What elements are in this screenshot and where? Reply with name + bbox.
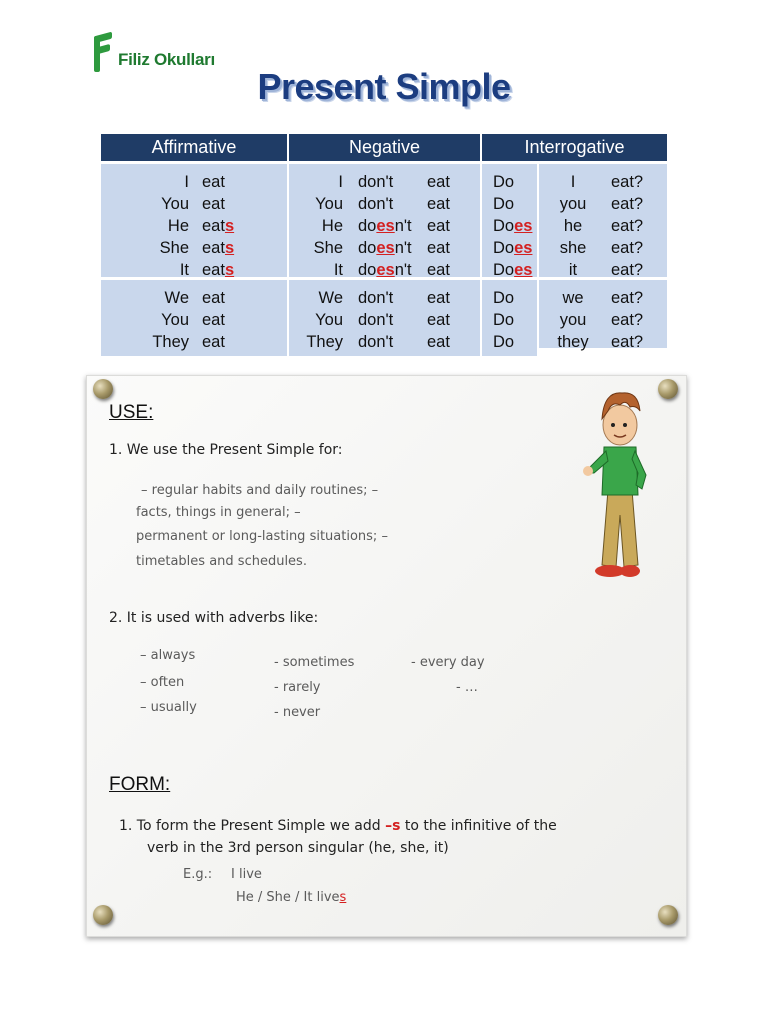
pronoun: He	[321, 217, 343, 235]
pronoun: you	[559, 311, 587, 329]
header-interrogative: Interrogative	[482, 134, 667, 161]
auxiliary: don't	[358, 333, 394, 351]
auxiliary: doesn't	[358, 261, 412, 279]
cell-affirmative-plural	[101, 280, 287, 356]
verb: eat	[427, 311, 450, 329]
verb: eat?	[611, 173, 644, 191]
use-bullet-1: – regular habits and daily routines; –	[141, 483, 379, 498]
pronoun: You	[161, 195, 189, 213]
use-bullet-2: facts, things in general; –	[136, 505, 301, 520]
verb: eat?	[611, 289, 644, 307]
verb: eats	[202, 239, 235, 257]
pronoun: They	[152, 333, 189, 351]
verb: eat	[202, 195, 225, 213]
verb: eat	[427, 239, 450, 257]
pronoun: She	[313, 239, 343, 257]
auxiliary: don't	[358, 195, 394, 213]
auxiliary: doesn't	[358, 239, 412, 257]
use-bullet-3: permanent or long-lasting situations; –	[136, 529, 388, 544]
auxiliary: Does	[493, 217, 533, 235]
adverb-always: – always	[140, 648, 196, 663]
header-affirmative: Affirmative	[101, 134, 287, 161]
suffix-highlight: –s	[385, 818, 401, 834]
verb: eat?	[611, 333, 644, 351]
conjugation-table	[101, 134, 667, 356]
pin-icon	[93, 379, 113, 399]
pronoun: He	[167, 217, 189, 235]
pronoun: it	[568, 261, 578, 279]
auxiliary: Do	[493, 311, 515, 329]
auxiliary: Does	[493, 239, 533, 257]
verb: eat?	[611, 311, 644, 329]
form-heading: FORM:	[109, 774, 171, 795]
pronoun: I	[184, 173, 189, 191]
adverb-sometimes: - sometimes	[274, 655, 355, 670]
verb: eat	[427, 333, 450, 351]
pronoun: They	[306, 333, 343, 351]
adverb-never: - never	[274, 705, 321, 720]
auxiliary: don't	[358, 173, 394, 191]
verb: eat	[202, 311, 225, 329]
pronoun: You	[161, 311, 189, 329]
form-line-1: 1. To form the Present Simple we add –s to the infinitive of the	[119, 818, 557, 834]
verb: eat	[427, 195, 450, 213]
verb: eats	[202, 261, 235, 279]
auxiliary: don't	[358, 289, 394, 307]
auxiliary: Do	[493, 289, 515, 307]
pronoun: She	[159, 239, 189, 257]
use-heading: USE:	[109, 402, 154, 423]
adverb-every-day: - every day	[411, 655, 485, 670]
verb: eat	[202, 289, 225, 307]
verb: eats	[202, 217, 235, 235]
pronoun: we	[562, 289, 584, 307]
verb: eat?	[611, 195, 644, 213]
pronoun: We	[164, 289, 189, 307]
adverb-rarely: - rarely	[274, 680, 321, 695]
pronoun: you	[559, 195, 587, 213]
verb: eat?	[611, 261, 644, 279]
use-item-2: 2. It is used with adverbs like:	[109, 610, 319, 626]
auxiliary: Do	[493, 333, 515, 351]
verb: eat	[427, 289, 450, 307]
pronoun: We	[318, 289, 343, 307]
use-item-1: 1. We use the Present Simple for:	[109, 442, 343, 458]
adverb-often: – often	[140, 675, 185, 690]
verb: eat	[427, 261, 450, 279]
auxiliary: don't	[358, 311, 394, 329]
page-title: Present Simple	[257, 66, 511, 107]
verb: eat	[427, 173, 450, 191]
verb: eat	[202, 173, 225, 191]
pronoun: he	[563, 217, 583, 235]
pronoun: I	[338, 173, 343, 191]
pronoun: I	[570, 173, 576, 191]
pronoun: It	[179, 261, 189, 279]
example-label: E.g.:	[183, 867, 213, 882]
example-2: He / She / It lives	[236, 890, 347, 905]
pin-icon	[658, 379, 678, 399]
pin-icon	[658, 905, 678, 925]
use-bullet-4: timetables and schedules.	[136, 554, 307, 569]
auxiliary: Do	[493, 173, 515, 191]
pronoun: You	[315, 195, 343, 213]
form-line-2: verb in the 3rd person singular (he, she, it)	[147, 840, 449, 856]
verb: eat?	[611, 239, 644, 257]
verb: eat	[427, 217, 450, 235]
pronoun: It	[333, 261, 343, 279]
auxiliary: Does	[493, 261, 533, 279]
pronoun: she	[559, 239, 587, 257]
auxiliary: doesn't	[358, 217, 412, 235]
adverb-usually: – usually	[140, 700, 197, 715]
header-negative: Negative	[289, 134, 480, 161]
verb: eat	[202, 333, 225, 351]
auxiliary: Do	[493, 195, 515, 213]
pin-icon	[93, 905, 113, 925]
example-1: I live	[231, 867, 262, 882]
verb: eat?	[611, 217, 644, 235]
logo-text: Filiz Okulları	[118, 50, 215, 69]
cell-affirmative-singular	[101, 164, 287, 277]
adverb-ellipsis: - …	[456, 680, 478, 695]
boy-illustration	[580, 385, 660, 585]
pronoun: they	[557, 333, 589, 351]
pronoun: You	[315, 311, 343, 329]
